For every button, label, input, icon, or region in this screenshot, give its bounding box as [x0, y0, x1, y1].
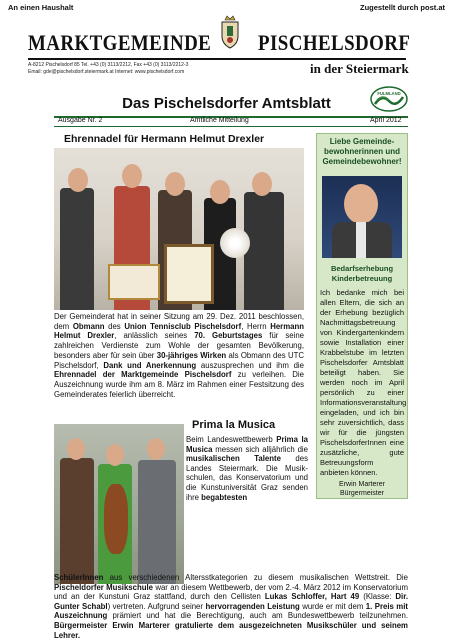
cello — [104, 484, 128, 554]
masthead-rule — [28, 58, 406, 60]
photo-head — [67, 438, 85, 460]
badge-text: FULMLAND — [377, 91, 401, 96]
text-run: (Klasse: — [359, 592, 396, 602]
text-run: für seine zahlreichen Verdienste zum Wohle der gesamten Bevölkerung, besonders aber für sein über — [54, 331, 305, 360]
text-run: Beim Landeswettbewerb — [186, 435, 277, 444]
text-run: SchülerInnen — [54, 573, 104, 582]
photo-head — [68, 168, 88, 192]
masthead-left: MARKTGEMEINDE — [28, 30, 212, 55]
sidebar-signature — [318, 480, 406, 498]
signature-name: Erwin Marterer — [339, 481, 385, 488]
text-run: des Landes Steiermark. Die Musikschulen, das Konservatorium und die Kunstuniversität Graz senden ihre — [186, 454, 308, 502]
text-run: Dank und Anerkennung — [103, 360, 197, 370]
text-run: Pischeldorfer Musikschule — [54, 582, 153, 592]
photo-head — [165, 172, 185, 196]
photo-person — [60, 458, 94, 584]
text-run: begabtesten — [201, 492, 248, 502]
article1-title: Ehrennadel für Hermann Helmut Drexler — [64, 133, 265, 145]
text-run: Hermann Helmut Drexler — [54, 321, 305, 341]
photo-head — [122, 164, 142, 188]
issue-type: Amtliche Mitteilung — [190, 117, 249, 124]
text-run: , anlässlich seines — [114, 331, 195, 341]
text-run: 70. Geburtstages — [194, 331, 263, 341]
text-run: 1. Preis mit Auszeichnung — [54, 601, 408, 621]
photo-head — [106, 444, 124, 466]
text-run: Dir. Gunter Schabl — [54, 592, 408, 611]
issue-date: April 2012 — [370, 117, 402, 124]
text-run: ) vertreten. Aufgrund seiner — [107, 601, 206, 611]
photo-head — [210, 180, 230, 204]
sidebar-text: Ich bedanke mich bei allen Eltern, die sich an der Erhebung bezüglich Nachmittagsbetreuung von Kindergartenkindern sowie Installation einer Krabbelstube im letzten Pischelsdorfer Amtsblatt beteiligt haben. Sie werden noch im April persönlich zu einer Informationsveranstaltung eingeladen, und ich bin sehr zuversichtlich, dass wir für die jüngsten PischelsdorferInnen eine zusätzliche, gute Betreuungsform anbieten können. — [320, 288, 407, 477]
framed-certificate — [164, 244, 214, 304]
article2-body-wide — [54, 573, 408, 640]
masthead-right: PISCHELSDORF — [258, 30, 411, 55]
contact-info — [28, 62, 188, 76]
article2-title: Prima la Musica — [192, 419, 276, 431]
photo-person — [138, 460, 176, 584]
article2-body-narrow — [186, 435, 308, 502]
text-run: Prima la Musica — [186, 435, 308, 454]
article1-body — [54, 312, 304, 399]
coat-of-arms-icon — [216, 14, 244, 50]
text-run: war an diesem Wettbewerb, der vom 2.-4. März 2012 im Konservatorium und an der Kunstuni Graz stattfand, durch den Cellisten — [54, 582, 408, 602]
photo-head — [344, 184, 378, 224]
text-run: Der Gemeinderat hat in seiner Sitzung am 29. Dez. 2011 beschlossen, dem — [54, 312, 304, 331]
text-run: 30-jähriges Wirken — [156, 350, 227, 360]
text-run: musikalischen Talente — [186, 454, 281, 464]
photo-head — [252, 172, 272, 196]
text-run: prämiert und hat die Berechtigung, auch am Bundeswettbewerb teilzunehmen. — [107, 611, 408, 621]
photo-person — [60, 188, 94, 310]
contact-line-1: A-8212 Pischelsdorf 85 Tel. +43 (0) 3113/2212, Fax +43 (0) 3113/2212-3 — [28, 62, 189, 68]
text-run: Bürgermeister Erwin Marterer gratulierte dem ausgezeichneten Musikschüler und seinem Lehrer. — [54, 620, 408, 640]
sidebar-heading: Bedarfserhebung Kinderbetreuung — [330, 264, 394, 283]
music-award-photo — [54, 424, 184, 584]
text-run: Obmann — [72, 321, 105, 331]
delivery-note: Zugestellt durch post.at — [359, 3, 445, 12]
photo-head — [147, 438, 165, 460]
text-run: hervorragenden Leistung — [205, 601, 300, 611]
text-run: als Obmann des UTC Pischelsdorf, — [54, 350, 304, 370]
photo-person — [244, 192, 284, 310]
text-run: Lukas Schloffer, Hart 49 — [264, 592, 360, 602]
sidebar-greeting: Liebe Gemeindebewohnerinnen und Gemeindebewohner! — [322, 137, 402, 166]
text-run: Ehrennadel der Marktgemeinde Pischelsdorf — [54, 370, 232, 380]
title-rule-bottom — [54, 126, 408, 127]
mayor-portrait-photo — [322, 176, 402, 258]
newspaper-title: Das Pischelsdorfer Amtsblatt — [122, 95, 331, 112]
text-run: wurde er mit dem — [299, 601, 366, 611]
text-run: aus verschiedenen Altersstkategorien zu diesem musikalischen Wettstreit. Die — [103, 573, 408, 582]
photo-shirt — [356, 222, 366, 258]
framed-picture — [108, 264, 160, 300]
signature-role: Bürgermeister — [340, 490, 384, 497]
masthead-subtitle: in der Steiermark — [310, 61, 409, 76]
award-ceremony-photo — [54, 148, 304, 310]
text-run: Union Tennisclub Pischelsdorf — [124, 321, 242, 331]
issue-number: Ausgabe Nr. 2 — [58, 117, 103, 124]
text-run: zu verleihen. Die Auszeichnung wurde ihm am 8. März im Rahmen einer Festsitzung des Gemeinderates feierlich überreicht. — [54, 370, 304, 399]
flower-bouquet — [220, 228, 250, 258]
text-run: auszusprechen und ihm die — [196, 360, 304, 370]
address-note: An einen Haushalt — [8, 3, 74, 12]
text-run: , Herrn — [241, 321, 271, 331]
contact-line-2: Email: gde@pischelsdorf.steiermark.at Internet: www.pischelsdorf.com — [28, 69, 185, 75]
text-run: des — [104, 321, 125, 331]
text-run: messen sich alljährlich die — [212, 444, 308, 454]
